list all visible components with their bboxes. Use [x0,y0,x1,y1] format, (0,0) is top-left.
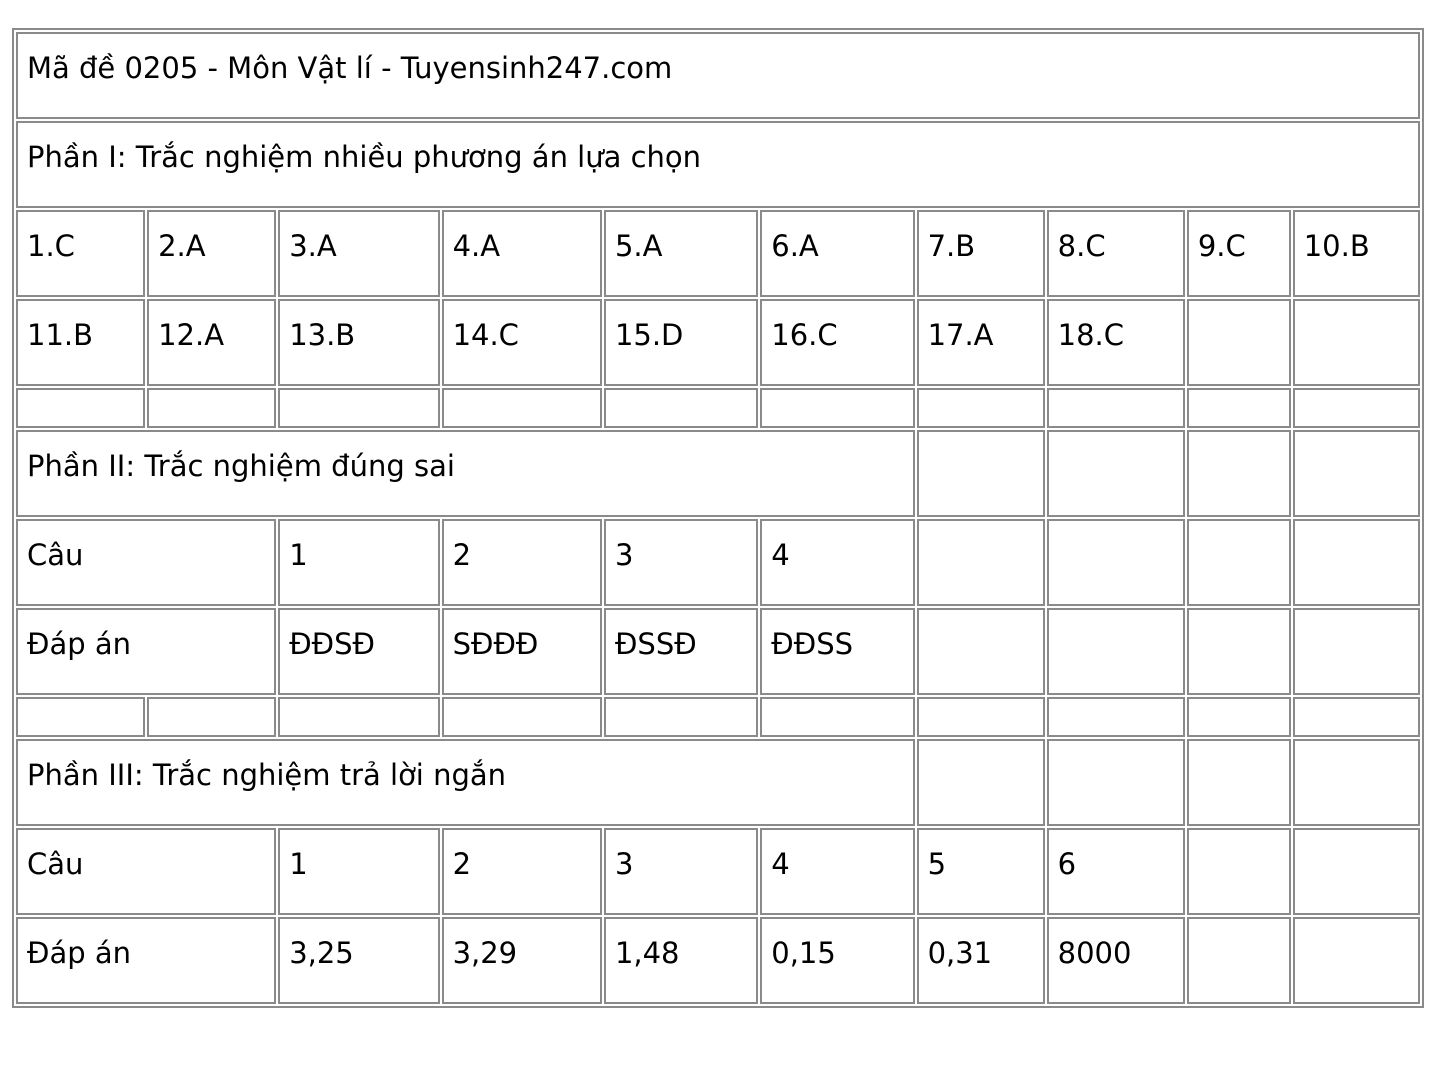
mcq-answer: 16.C [760,299,914,386]
part2-questions-row [16,519,1420,606]
question-number: 4 [760,519,914,606]
part1-heading-row [16,121,1420,208]
mcq-answer: 18.C [1047,299,1185,386]
mcq-answer: 15.D [604,299,758,386]
empty-cell [278,388,439,428]
empty-cell [1187,608,1291,695]
empty-cell [917,739,1045,826]
mcq-answer: 14.C [442,299,602,386]
part2-question-label: Câu [16,519,276,606]
part2-heading: Phần II: Trắc nghiệm đúng sai [16,430,915,517]
short-answer: 8000 [1047,917,1185,1004]
part2-answers-row [16,608,1420,695]
empty-cell [1293,608,1420,695]
true-false-answer: ĐĐSS [760,608,914,695]
short-answer: 3,25 [278,917,439,1004]
empty-cell [1293,739,1420,826]
empty-cell [1187,430,1291,517]
part2-answer-label: Đáp án [16,608,276,695]
empty-cell [1187,917,1291,1004]
part1-answers-row-1 [16,210,1420,297]
question-number: 3 [604,519,758,606]
part1-heading: Phần I: Trắc nghiệm nhiều phương án lựa chọn [16,121,1420,208]
exam-title: Mã đề 0205 - Môn Vật lí - Tuyensinh247.com [16,32,1420,119]
empty-cell [1187,388,1291,428]
empty-cell [1047,430,1185,517]
mcq-answer: 7.B [917,210,1045,297]
spacer-row [16,697,1420,737]
empty-cell [917,430,1045,517]
mcq-answer: 1.C [16,210,145,297]
empty-cell [1187,739,1291,826]
part2-heading-row [16,430,1420,517]
empty-cell [760,388,914,428]
empty-cell [1047,388,1185,428]
mcq-answer: 11.B [16,299,145,386]
true-false-answer: SĐĐĐ [442,608,602,695]
part3-heading: Phần III: Trắc nghiệm trả lời ngắn [16,739,915,826]
question-number: 6 [1047,828,1185,915]
mcq-answer: 4.A [442,210,602,297]
question-number: 2 [442,519,602,606]
question-number: 1 [278,519,439,606]
empty-cell [917,697,1045,737]
mcq-answer: 3.A [278,210,439,297]
title-row [16,32,1420,119]
empty-cell [1047,739,1185,826]
part3-heading-row [16,739,1420,826]
empty-cell [1047,608,1185,695]
answer-key-table [12,28,1424,1008]
true-false-answer: ĐSSĐ [604,608,758,695]
mcq-answer: 10.B [1293,210,1420,297]
empty-cell [1293,388,1420,428]
mcq-answer: 17.A [917,299,1045,386]
mcq-answer: 9.C [1187,210,1291,297]
part3-answer-label: Đáp án [16,917,276,1004]
empty-cell [16,697,145,737]
empty-cell [1293,697,1420,737]
true-false-answer: ĐĐSĐ [278,608,439,695]
question-number: 1 [278,828,439,915]
mcq-answer: 8.C [1047,210,1185,297]
empty-cell [1047,519,1185,606]
empty-cell [147,697,276,737]
empty-cell [1293,828,1420,915]
spacer-row [16,388,1420,428]
part3-questions-row [16,828,1420,915]
empty-cell [442,697,602,737]
empty-cell [278,697,439,737]
empty-cell [604,697,758,737]
empty-cell [147,388,276,428]
empty-cell [16,388,145,428]
mcq-answer: 13.B [278,299,439,386]
empty-cell [917,519,1045,606]
empty-cell [917,608,1045,695]
empty-cell [760,697,914,737]
short-answer: 3,29 [442,917,602,1004]
mcq-answer: 5.A [604,210,758,297]
empty-cell [917,388,1045,428]
part3-answers-row [16,917,1420,1004]
mcq-answer [1293,299,1420,386]
mcq-answer: 12.A [147,299,276,386]
mcq-answer: 6.A [760,210,914,297]
empty-cell [1187,519,1291,606]
empty-cell [1187,697,1291,737]
empty-cell [1293,430,1420,517]
question-number: 3 [604,828,758,915]
question-number: 2 [442,828,602,915]
mcq-answer: 2.A [147,210,276,297]
short-answer: 1,48 [604,917,758,1004]
empty-cell [604,388,758,428]
part3-question-label: Câu [16,828,276,915]
empty-cell [1293,917,1420,1004]
empty-cell [1187,828,1291,915]
question-number: 5 [917,828,1045,915]
short-answer: 0,31 [917,917,1045,1004]
part1-answers-row-2 [16,299,1420,386]
question-number: 4 [760,828,914,915]
mcq-answer [1187,299,1291,386]
empty-cell [1047,697,1185,737]
empty-cell [1293,519,1420,606]
short-answer: 0,15 [760,917,914,1004]
empty-cell [442,388,602,428]
